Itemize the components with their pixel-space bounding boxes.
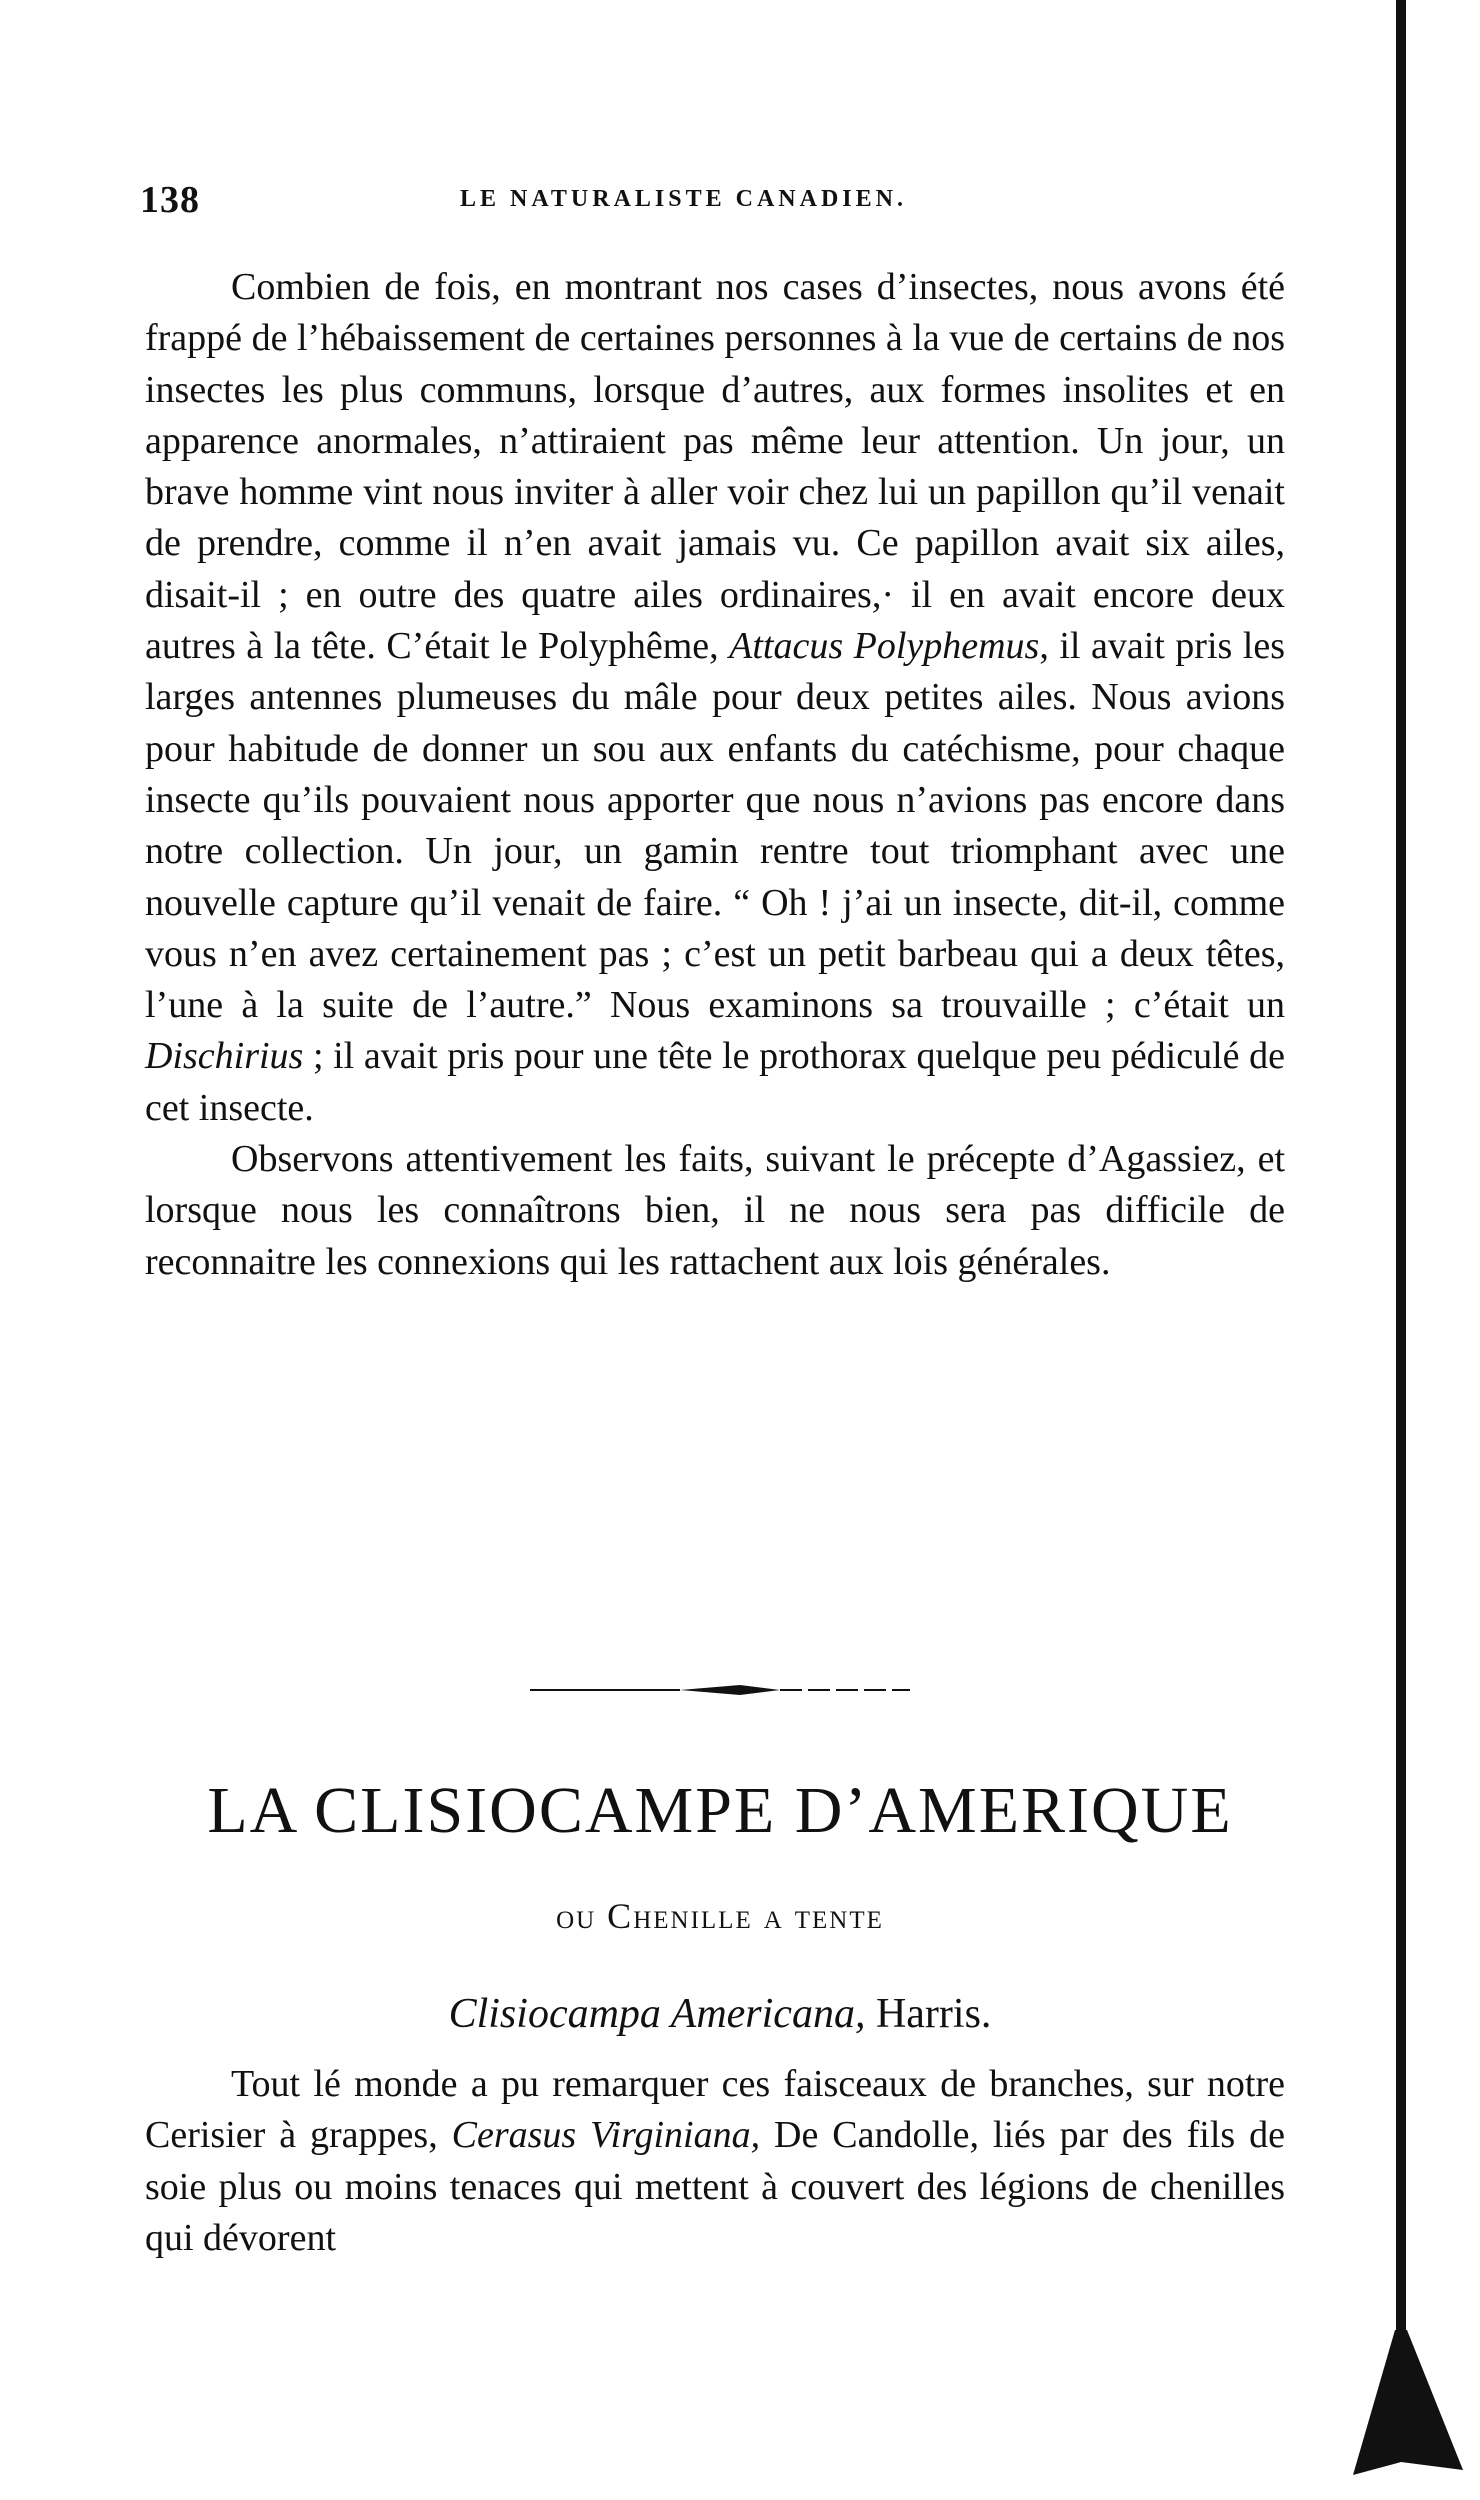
taxon-name: Cerasus Virginiana,: [451, 2114, 761, 2157]
species-name: Clisiocampa Americana,: [448, 1991, 866, 2037]
section-divider-ornament: [530, 1682, 910, 1698]
text-run: Tout lé monde a pu remarquer ces faisceaux de branches, sur notre Cerisier à grappes,: [145, 2063, 1285, 2157]
article-subtitle: ou Chenille a tente: [556, 1896, 884, 1936]
paragraph: [145, 2059, 1285, 2264]
species-author: Harris.: [865, 1991, 992, 2037]
article-title: LA CLISIOCAMPE D’AMERIQUE: [207, 1774, 1233, 1847]
text-run: De Candolle, liés par des fils de soie plus ou moins tenaces qui mettent à couvert des légions de chenilles qui dévorent: [145, 2114, 1285, 2259]
page-header: [140, 178, 1290, 221]
species-line: [100, 1990, 1340, 2038]
article-body: [145, 2059, 1285, 2264]
running-head: LE NATURALISTE CANADIEN.: [460, 186, 907, 212]
body-text: [145, 262, 1285, 1288]
text-run: , il avait pris les larges antennes plumeuses du mâle pour deux petites ailes. Nous avions pour habitude de donner un sou aux enfants du catéchisme, pour chaque insecte qu’ils pouvaient nous apporter que nous n’avions pas encore dans notre collection. Un jour, un gamin rentre tout triomphant avec une nouvelle capture qu’il venait de faire. “ Oh ! j’ai un insecte, dit-il, comme vous n’en avez certainement pas ; c’est un petit barbeau qui a deux têtes, l’une à la suite de l’autre.” Nous examinons sa trouvaille ; c’était un: [145, 625, 1286, 1027]
paragraph: [145, 262, 1285, 1134]
page-edge-rule: [1345, 0, 1465, 2500]
paragraph: [145, 1134, 1285, 1288]
text-run: Combien de fois, en montrant nos cases d’insectes, nous avons été frappé de l’hébaissement de certaines personnes à la vue de certains de nos insectes les plus communs, lorsque d’autres, aux formes insolites et en apparence anormales, n’attiraient pas même leur attention. Un jour, un brave homme vint nous inviter à aller voir chez lui un papillon qu’il venait de prendre, comme il n’en avait jamais vu. Ce papillon avait six ailes, disait-il ; en outre des quatre ailes ordinaires,· il en avait encore deux autres à la tête. C’était le Polyphême,: [145, 266, 1285, 668]
text-run: ; il avait pris pour une tête le prothorax quelque peu pédiculé de cet insecte.: [145, 1035, 1285, 1129]
text-run: Observons attentivement les faits, suivant le précepte d’Agassiez, et lorsque nous les connaîtrons bien, il ne nous sera pas difficile de reconnaitre les connexions qui les rattachent aux lois générales.: [145, 1138, 1285, 1283]
taxon-name: Dischirius: [145, 1035, 304, 1078]
page-number: 138: [140, 179, 200, 221]
taxon-name: Attacus Polyphemus: [729, 625, 1040, 668]
